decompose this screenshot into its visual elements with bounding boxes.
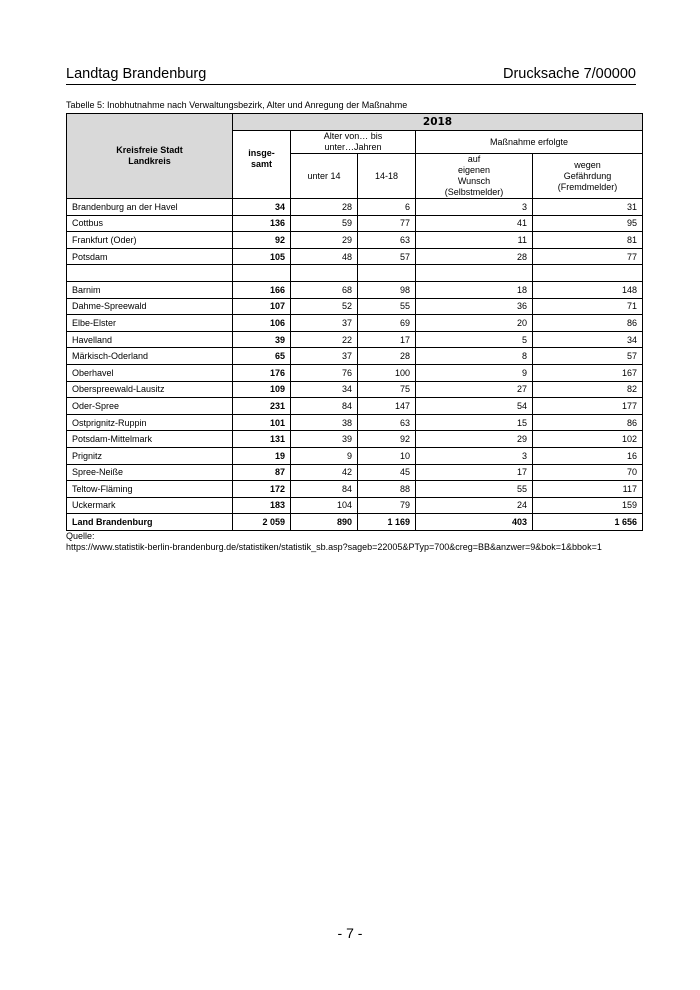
table-row [67, 381, 643, 398]
table-cell: 105 [233, 248, 291, 265]
header-fremdmelder: wegen Gefährdung (Fremdmelder) [533, 154, 643, 199]
table-cell: 37 [291, 315, 358, 332]
table-cell-name: Uckermark [67, 497, 233, 514]
table-row [67, 298, 643, 315]
table-cell: 57 [358, 248, 416, 265]
table-cell-name: Cottbus [67, 215, 233, 232]
table-cell: 34 [533, 331, 643, 348]
table-cell-name: Oberhavel [67, 364, 233, 381]
table-cell: 71 [533, 298, 643, 315]
table-cell: 77 [358, 215, 416, 232]
table-cell-name: Teltow-Fläming [67, 481, 233, 498]
table-cell: 104 [291, 497, 358, 514]
table-cell: 147 [358, 398, 416, 415]
table-cell: 177 [533, 398, 643, 415]
table-cell: 54 [416, 398, 533, 415]
table-cell: 31 [533, 199, 643, 216]
table-cell: 42 [291, 464, 358, 481]
table-cell: 22 [291, 331, 358, 348]
header-kreis: Kreisfreie Stadt Landkreis [67, 114, 233, 199]
table-cell: 57 [533, 348, 643, 365]
table-cell: 107 [233, 298, 291, 315]
header-unter-14: unter 14 [291, 154, 358, 199]
table-row [67, 414, 643, 431]
table-cell-name: Frankfurt (Oder) [67, 232, 233, 249]
table-cell-name: Märkisch-Oderland [67, 348, 233, 365]
table-cell: 86 [533, 414, 643, 431]
table-cell: 1 169 [358, 514, 416, 531]
table-cell: 82 [533, 381, 643, 398]
table-cell: 131 [233, 431, 291, 448]
table-cell: 84 [291, 481, 358, 498]
table-cell: 29 [291, 232, 358, 249]
table-cell: 3 [416, 199, 533, 216]
header-selbstmelder: auf eigenen Wunsch (Selbstmelder) [416, 154, 533, 199]
table-cell-name [67, 265, 233, 282]
table-cell: 37 [291, 348, 358, 365]
table-cell-name: Havelland [67, 331, 233, 348]
table-cell: 86 [533, 315, 643, 332]
header-title: Landtag Brandenburg [66, 66, 207, 82]
header-insgesamt: insge- samt [233, 131, 291, 199]
table-cell: 20 [416, 315, 533, 332]
header-year: 2018 [233, 114, 643, 131]
table-cell: 100 [358, 364, 416, 381]
table-cell: 102 [533, 431, 643, 448]
table-cell: 39 [291, 431, 358, 448]
source-url: https://www.statistik-berlin-brandenburg.de/statistiken/statistik_sb.asp?sageb=22005&PTyp=700&creg=BB&anzwer=9&bok=1&bbok=1 [66, 542, 602, 552]
table-cell: 1 656 [533, 514, 643, 531]
table-cell-name: Ostprignitz-Ruppin [67, 414, 233, 431]
table-cell: 87 [233, 464, 291, 481]
table-cell: 117 [533, 481, 643, 498]
table-cell: 148 [533, 281, 643, 298]
table-cell: 77 [533, 248, 643, 265]
table-cell: 68 [291, 281, 358, 298]
table-cell [533, 265, 643, 282]
table-caption: Tabelle 5: Inobhutnahme nach Verwaltungsbezirk, Alter und Anregung der Maßnahme [66, 100, 408, 110]
table-cell: 9 [291, 447, 358, 464]
table-cell: 167 [533, 364, 643, 381]
table-row [67, 364, 643, 381]
table-cell: 69 [358, 315, 416, 332]
table-cell: 11 [416, 232, 533, 249]
header-alter: Alter von… bis unter…Jahren [291, 131, 416, 154]
table-cell: 39 [233, 331, 291, 348]
table-cell: 17 [358, 331, 416, 348]
table-cell: 18 [416, 281, 533, 298]
table-cell: 2 059 [233, 514, 291, 531]
table-cell: 16 [533, 447, 643, 464]
page-number: - 7 - [337, 925, 363, 941]
table-row [67, 431, 643, 448]
table-cell: 6 [358, 199, 416, 216]
table-cell: 176 [233, 364, 291, 381]
page-header [66, 66, 636, 85]
table-cell: 55 [416, 481, 533, 498]
table-cell: 231 [233, 398, 291, 415]
table-cell: 95 [533, 215, 643, 232]
table-cell [233, 265, 291, 282]
table-cell: 890 [291, 514, 358, 531]
table-cell: 84 [291, 398, 358, 415]
table-cell: 36 [416, 298, 533, 315]
table-row [67, 464, 643, 481]
table-cell: 65 [233, 348, 291, 365]
table-row [67, 248, 643, 265]
table-row [67, 331, 643, 348]
table-row [67, 497, 643, 514]
table-cell: 19 [233, 447, 291, 464]
table-row [67, 315, 643, 332]
table-row [67, 447, 643, 464]
table-cell: 10 [358, 447, 416, 464]
table-cell: 101 [233, 414, 291, 431]
table-cell: 70 [533, 464, 643, 481]
table-cell: 15 [416, 414, 533, 431]
table-row [67, 281, 643, 298]
table-cell: 92 [358, 431, 416, 448]
table-cell: 17 [416, 464, 533, 481]
header-14-18: 14-18 [358, 154, 416, 199]
source-note [66, 531, 602, 553]
header-massnahme: Maßnahme erfolgte [416, 131, 643, 154]
table-cell-name: Potsdam-Mittelmark [67, 431, 233, 448]
table-cell-name: Barnim [67, 281, 233, 298]
table-cell: 48 [291, 248, 358, 265]
table-cell: 183 [233, 497, 291, 514]
table-cell: 52 [291, 298, 358, 315]
data-table [66, 113, 643, 531]
table-row-spacer [67, 265, 643, 282]
table-cell-name: Prignitz [67, 447, 233, 464]
table-cell: 63 [358, 232, 416, 249]
table-cell: 75 [358, 381, 416, 398]
table-cell [416, 265, 533, 282]
table-cell: 79 [358, 497, 416, 514]
table-cell: 34 [233, 199, 291, 216]
table-row [67, 348, 643, 365]
table-cell-name: Potsdam [67, 248, 233, 265]
table-cell: 28 [291, 199, 358, 216]
table-cell: 55 [358, 298, 416, 315]
table-cell: 109 [233, 381, 291, 398]
table-cell: 106 [233, 315, 291, 332]
table-cell: 172 [233, 481, 291, 498]
table-cell: 63 [358, 414, 416, 431]
table-cell: 41 [416, 215, 533, 232]
table-cell [291, 265, 358, 282]
table-cell: 28 [358, 348, 416, 365]
table-cell: 34 [291, 381, 358, 398]
table-cell: 159 [533, 497, 643, 514]
table-cell-name: Spree-Neiße [67, 464, 233, 481]
table-cell: 88 [358, 481, 416, 498]
table-cell: 27 [416, 381, 533, 398]
table-cell: 45 [358, 464, 416, 481]
table-row [67, 199, 643, 216]
document-number: Drucksache 7/00000 [503, 66, 636, 82]
table-row [67, 232, 643, 249]
table-row [67, 481, 643, 498]
table-cell: 59 [291, 215, 358, 232]
table-cell-name: Oder-Spree [67, 398, 233, 415]
table-row [67, 215, 643, 232]
table-cell: 136 [233, 215, 291, 232]
table-cell [358, 265, 416, 282]
source-label: Quelle: [66, 531, 95, 541]
table-cell-name: Brandenburg an der Havel [67, 199, 233, 216]
table-total-row [67, 514, 643, 531]
table-cell: 81 [533, 232, 643, 249]
table-cell: 5 [416, 331, 533, 348]
table-cell: 3 [416, 447, 533, 464]
table-cell: 8 [416, 348, 533, 365]
table-row [67, 398, 643, 415]
table-cell-name: Land Brandenburg [67, 514, 233, 531]
table-cell: 28 [416, 248, 533, 265]
table-cell: 98 [358, 281, 416, 298]
table-cell: 166 [233, 281, 291, 298]
table-cell: 29 [416, 431, 533, 448]
table-cell-name: Dahme-Spreewald [67, 298, 233, 315]
table-cell: 9 [416, 364, 533, 381]
table-cell-name: Oberspreewald-Lausitz [67, 381, 233, 398]
table-cell: 403 [416, 514, 533, 531]
table-cell: 76 [291, 364, 358, 381]
table-cell: 38 [291, 414, 358, 431]
table-cell: 92 [233, 232, 291, 249]
table-cell-name: Elbe-Elster [67, 315, 233, 332]
table-cell: 24 [416, 497, 533, 514]
